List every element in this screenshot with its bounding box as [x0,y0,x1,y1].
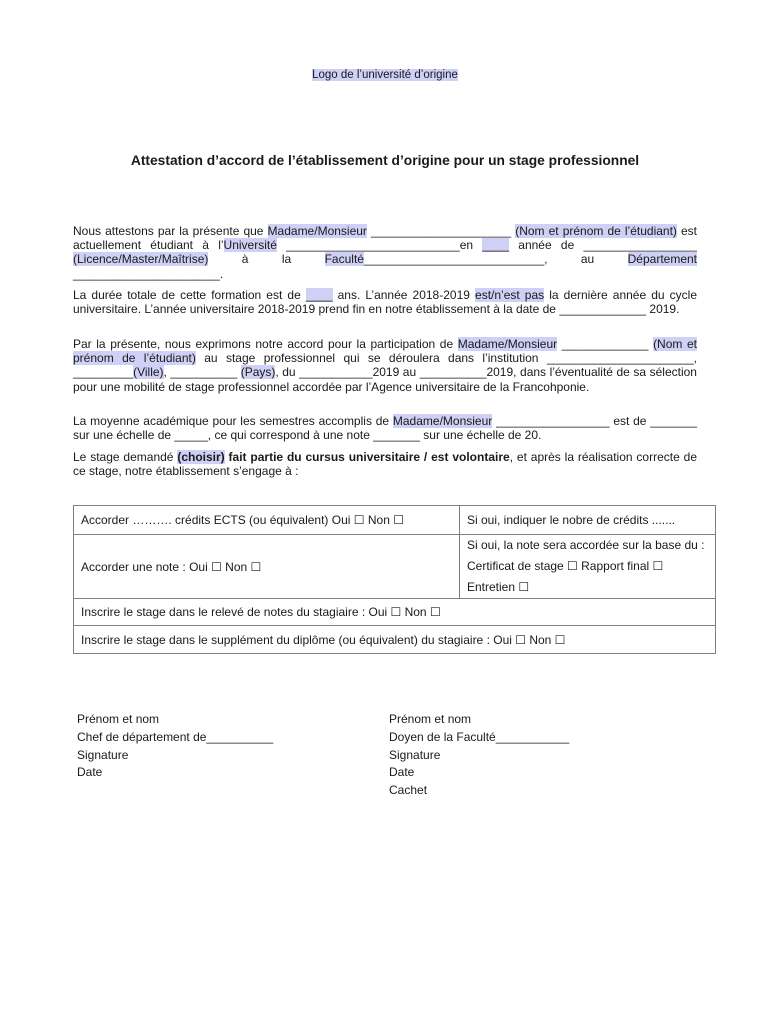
text: la dernière année du cycle universitaire. L’année universitaire 2018-2019 prend fin en notre établissement à la date de _____________ 2019. [73,288,698,317]
field-madame-monsieur[interactable]: Madame/Monsieur [267,224,367,238]
field-degree-level[interactable]: (Licence/Master/Maîtrise) [73,252,209,267]
logo-text: Logo de l’université d’origine [312,69,458,81]
field-student-name[interactable]: (Nom et prénom de l’étudiant) [515,224,677,238]
grade-basis-label: Si oui, la note sera accordée sur la base du : [467,538,705,552]
stamp-label: Cachet [389,783,428,798]
table-row [74,599,716,626]
table-row [74,506,716,535]
text: Par la présente, nous exprimons notre accord pour la participation de [73,337,458,351]
field-last-year-choice[interactable]: est/n’est pas [475,288,545,302]
signature-label: Signature [389,747,441,762]
field-university[interactable]: Université [223,238,277,253]
paragraph-student-attestation [73,224,697,281]
text: ___________________________, au [363,252,628,267]
commitment-table [73,505,716,654]
department-head-label: Chef de département de__________ [77,729,274,744]
table-row [74,626,716,654]
text: La durée totale de cette formation est de [73,288,306,302]
text: ______________________. [73,266,224,281]
diploma-supplement-cell[interactable]: Inscrire le stage dans le supplément du diplôme (ou équivalent) du stagiaire : Oui ☐ Non ☐ [74,626,716,654]
signature-block-department [77,711,273,782]
text: , du ___________2019 au __________2019, dans l’éventualité de sa sélection pour une mobilité de stage professionnel accordée par l’Agence universitaire de la Francohponie. [73,365,697,394]
text: _____________ [557,337,654,351]
text: _____________________ [366,224,516,238]
text: au stage professionnel qui se déroulera dans l’institution ______________________, _________ [73,351,698,380]
text: __________________________en [276,238,483,253]
text: année de _________________ [509,238,697,253]
date-label: Date [389,765,415,780]
credits-number-cell[interactable]: Si oui, indiquer le nobre de crédits ....... [460,506,716,535]
paragraph-agreement [73,337,697,394]
field-year[interactable]: ____ [482,238,510,253]
date-label: Date [77,765,103,780]
signature-block-faculty [389,711,569,800]
name-label: Prénom et nom [77,712,160,726]
field-country[interactable]: (Pays) [240,365,276,380]
text: Nous attestons par la présente que [73,224,268,238]
bold-text: fait partie du cursus universitaire / est volontaire [224,450,510,464]
field-duration-years[interactable]: ____ [305,288,333,302]
field-choose[interactable]: (choisir) [177,450,225,464]
field-student-name[interactable]: (Nom et prénom de l’étudiant) [73,337,697,366]
text: , et après la réalisation correcte de ce stage, notre établissement s’engage à : [73,450,697,479]
text: , __________ [163,365,241,380]
grade-basis-options[interactable]: Certificat de stage ☐ Rapport final ☐ Entretien ☐ [467,559,664,594]
field-city[interactable]: (Ville) [133,365,164,380]
paragraph-average [73,414,697,442]
ects-credits-cell[interactable]: Accorder ………. crédits ECTS (ou équivalent) Oui ☐ Non ☐ [74,506,460,535]
text: est actuellement étudiant à l’ [73,224,698,253]
table-row [74,535,716,599]
text: Le stage demandé [73,450,178,464]
name-label: Prénom et nom [389,712,472,726]
text: à la [208,252,325,267]
field-madame-monsieur[interactable]: Madame/Monsieur [392,414,493,428]
document-title: Attestation d’accord de l’établissement d’origine pour un stage professionnel [130,153,640,168]
grade-cell[interactable]: Accorder une note : Oui ☐ Non ☐ [74,535,460,599]
field-madame-monsieur[interactable]: Madame/Monsieur [457,337,558,351]
text: _________________ est de _______ sur une échelle de _____, ce qui correspond à une note _______ sur une échelle de 20. [73,414,697,443]
text: La moyenne académique pour les semestres accomplis de [73,414,393,428]
dean-label: Doyen de la Faculté___________ [389,729,570,744]
field-faculty[interactable]: Faculté [324,252,364,267]
paragraph-duration [73,288,697,316]
logo-placeholder [0,69,770,81]
field-department[interactable]: Département [627,252,698,267]
signature-label: Signature [77,747,129,762]
text: ans. L’année 2018-2019 [332,288,476,302]
transcript-cell[interactable]: Inscrire le stage dans le relevé de notes du stagiaire : Oui ☐ Non ☐ [74,599,716,626]
paragraph-commitment [73,450,697,478]
grade-basis-cell[interactable] [460,535,716,599]
